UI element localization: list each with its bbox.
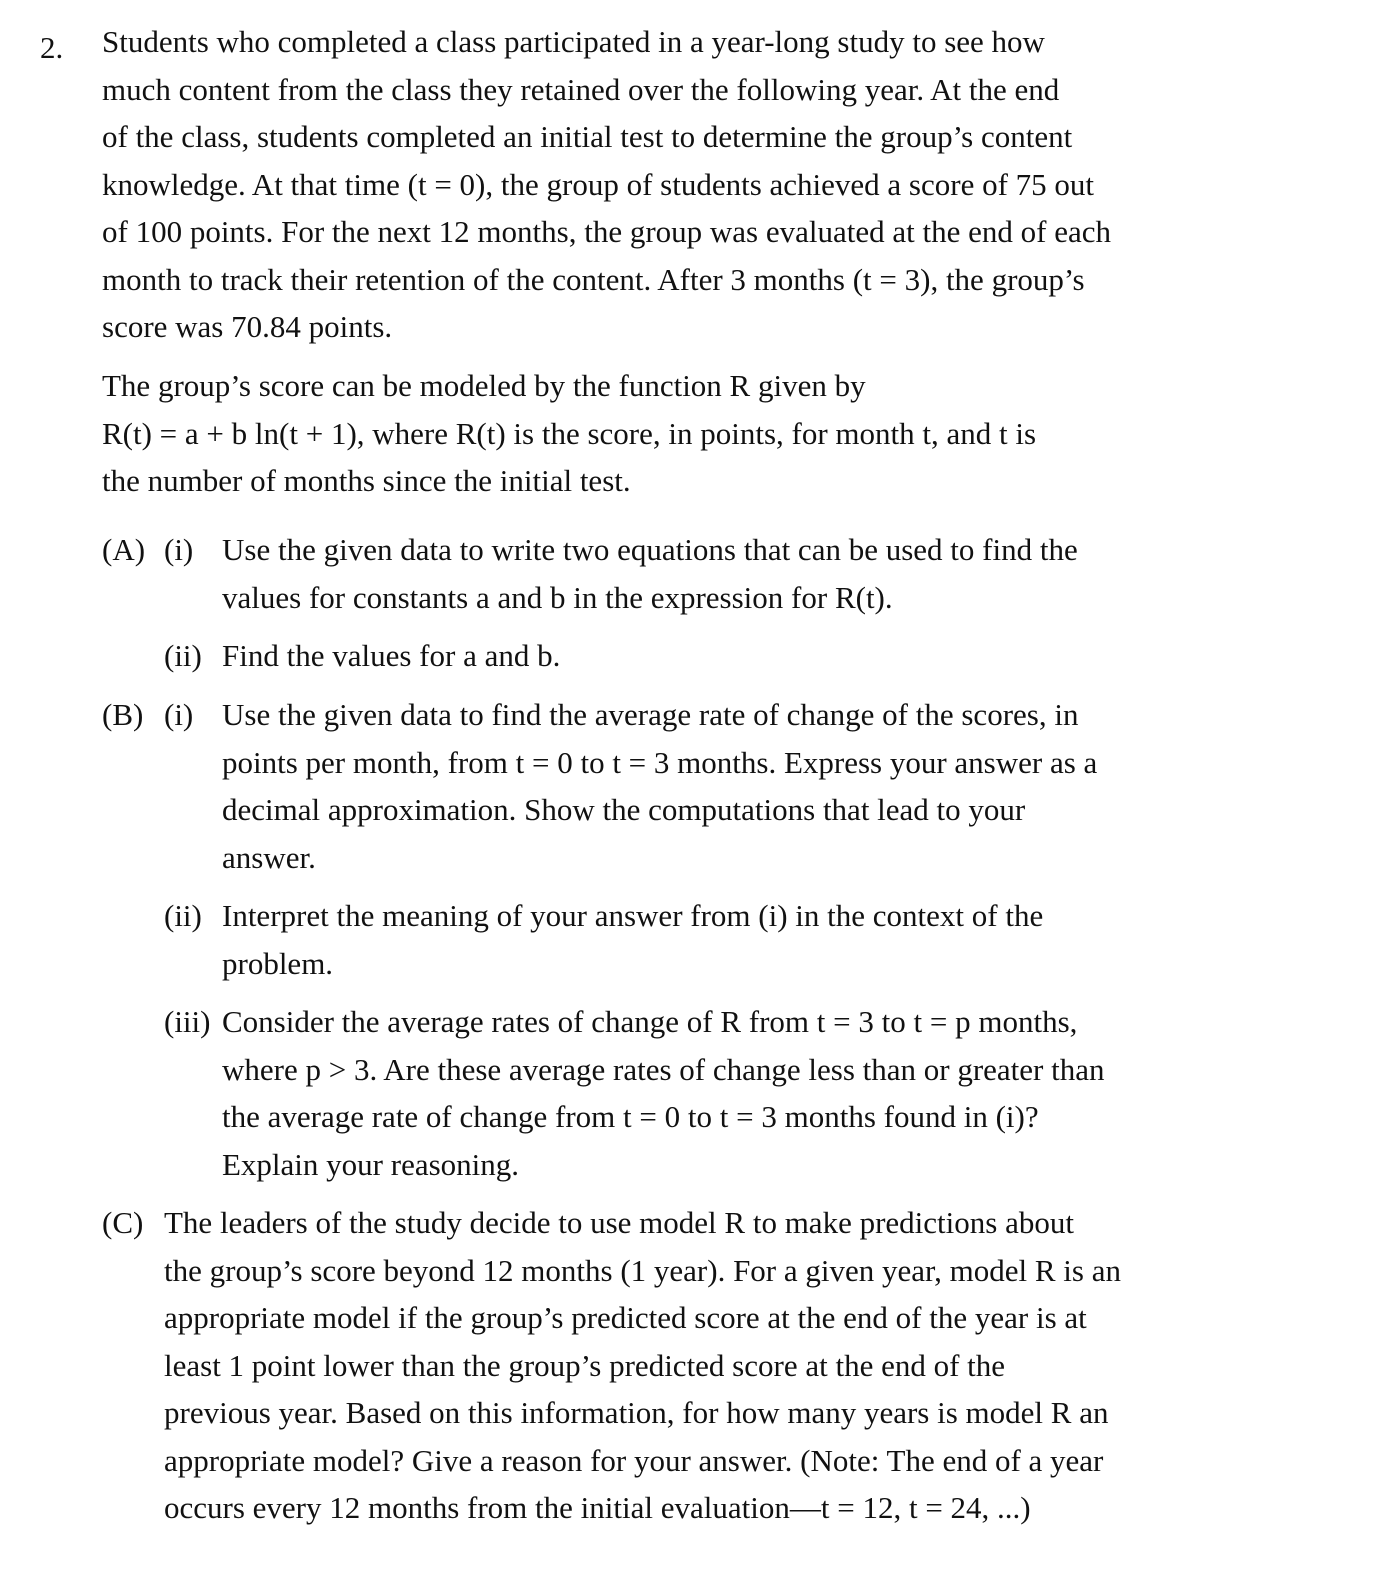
subpart-b-i-line: points per month, from t = 0 to t = 3 months. Express your answer as a [222, 744, 1098, 780]
intro-line: knowledge. At that time (t = 0), the group of students achieved a score of 75 out [102, 166, 1095, 202]
subpart-a-ii-line: Find the values for a and b. [222, 638, 561, 673]
part-a-label: (A) [102, 532, 146, 567]
question-number: 2. [40, 30, 64, 65]
subpart-b-iii-line: where p > 3. Are these average rates of change less than or greater than [222, 1051, 1105, 1087]
subpart-b-i-label: (i) [164, 697, 194, 732]
intro-line: of the class, students completed an initial test to determine the group’s content [102, 119, 1073, 154]
part-b-label: (B) [102, 697, 144, 732]
intro-line: month to track their retention of the content. After 3 months (t = 3), the group’s [102, 261, 1085, 297]
part-c-line: occurs every 12 months from the initial evaluation—t = 12, t = 24, ...) [164, 1490, 1031, 1525]
subpart-a-ii-label: (ii) [164, 638, 202, 673]
subpart-b-iii-label: (iii) [164, 1004, 211, 1039]
intro-paragraph [102, 18, 1232, 351]
model-line: R(t) = a + b ln(t + 1), where R(t) is the score, in points, for month t, and t is [102, 415, 1037, 451]
subpart-b-ii-line: Interpret the meaning of your answer from (i) in the context of the [222, 898, 1044, 933]
subpart-b-i-line: Use the given data to find the average rate of change of the scores, in [222, 697, 1079, 732]
intro-line: score was 70.84 points. [102, 309, 393, 344]
part-c-line: least 1 point lower than the group’s predicted score at the end of the [164, 1347, 1006, 1383]
model-line: The group’s score can be modeled by the function R given by [102, 368, 866, 403]
subpart-b-iii-line: Explain your reasoning. [222, 1146, 520, 1182]
model-paragraph [102, 362, 1232, 505]
subpart-b-i-line: decimal approximation. Show the computations that lead to your [222, 792, 1026, 827]
subpart-a-i-label: (i) [164, 532, 194, 567]
part-c-line: The leaders of the study decide to use model R to make predictions about [164, 1205, 1074, 1240]
part-c-line: appropriate model if the group’s predicted score at the end of the year is at [164, 1300, 1087, 1335]
subpart-b-ii-label: (ii) [164, 898, 202, 933]
part-c-line: appropriate model? Give a reason for your answer. (Note: The end of a year [164, 1442, 1104, 1478]
subpart-a-i-line: values for constants a and b in the expression for R(t). [222, 579, 893, 615]
subpart-b-iii-line: Consider the average rates of change of R from t = 3 to t = p months, [222, 1004, 1078, 1039]
intro-line: of 100 points. For the next 12 months, the group was evaluated at the end of each [102, 214, 1111, 249]
subpart-b-ii-line: problem. [222, 945, 334, 981]
intro-line: Students who completed a class participated in a year-long study to see how [102, 24, 1045, 59]
part-c-line: the group’s score beyond 12 months (1 year). For a given year, model R is an [164, 1252, 1121, 1288]
subpart-b-iii-line: the average rate of change from t = 0 to t = 3 months found in (i)? [222, 1099, 1039, 1134]
part-c-line: previous year. Based on this information, for how many years is model R an [164, 1395, 1109, 1430]
intro-line: much content from the class they retained over the following year. At the end [102, 71, 1060, 107]
subpart-b-i-line: answer. [222, 839, 316, 875]
part-c-label: (C) [102, 1205, 144, 1240]
model-line: the number of months since the initial test. [102, 463, 631, 498]
subpart-a-i-line: Use the given data to write two equations that can be used to find the [222, 532, 1078, 567]
